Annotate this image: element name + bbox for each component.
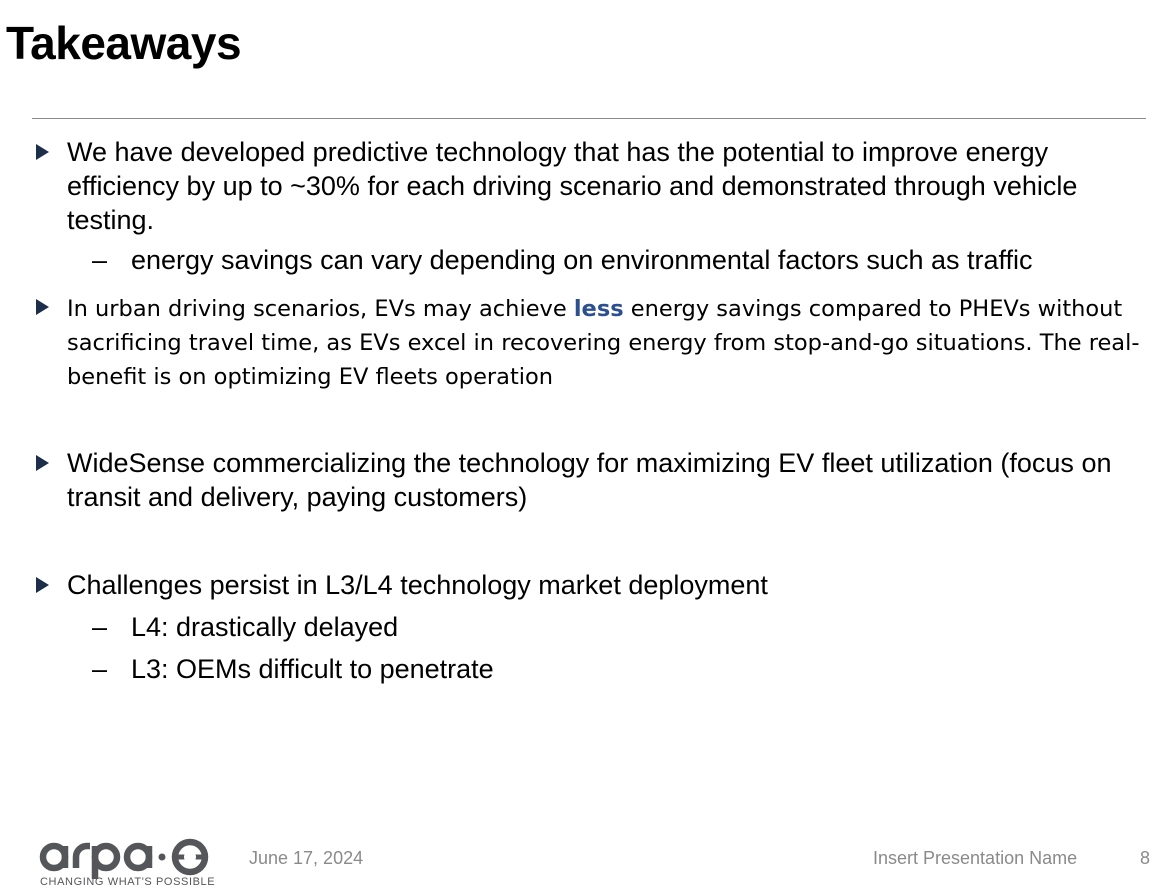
bullet-item (34, 292, 1144, 394)
bullet-item (34, 446, 1144, 514)
bullet-text: We have developed predictive technology that has the potential to improve energy efficiency by up to ~30% for each driving scenario and demonstrated through vehicle testing. (67, 137, 1078, 235)
bullet-text: Challenges persist in L3/L4 technology market deployment (67, 570, 768, 600)
dash-bullet-icon: – (92, 612, 108, 642)
sub-bullet-text: energy savings can vary depending on environmental factors such as traffic (131, 245, 1033, 275)
footer-date: June 17, 2024 (249, 848, 364, 868)
bullet-item (34, 135, 1144, 237)
bullet-text-continued: energy savings compared to PHEVs without sacrificing travel time, as EVs excel in recovering energy from stop-and-go situations. The real-benefit is on optimizing EV fleets operation (67, 296, 1140, 390)
dash-bullet-icon: – (92, 245, 108, 275)
emphasis-text: less (573, 296, 624, 322)
bullet-text: WideSense commercializing the technology for maximizing EV fleet utilization (focus on transit and delivery, paying customers) (67, 448, 1112, 512)
bullet-list (34, 135, 1144, 686)
triangle-bullet-icon (36, 299, 49, 315)
sub-bullet-text: L3: OEMs difficult to penetrate (131, 654, 494, 684)
sub-bullet-item (34, 243, 1144, 277)
slide-title: Takeaways (6, 17, 242, 69)
sub-bullet-text: L4: drastically delayed (131, 612, 399, 642)
sub-bullet-item (34, 652, 1144, 686)
triangle-bullet-icon (36, 144, 49, 160)
triangle-bullet-icon (36, 455, 49, 471)
bullet-item (34, 568, 1144, 602)
sub-bullet-item (34, 610, 1144, 644)
logo-tagline: CHANGING WHAT'S POSSIBLE (40, 876, 216, 888)
page-number: 8 (1140, 848, 1151, 868)
dash-bullet-icon: – (92, 654, 108, 684)
footer-presentation-name: Insert Presentation Name (873, 848, 1078, 868)
bullet-text: In urban driving scenarios, EVs may achieve (67, 296, 574, 322)
title-divider (32, 118, 1146, 119)
triangle-bullet-icon (36, 577, 49, 593)
